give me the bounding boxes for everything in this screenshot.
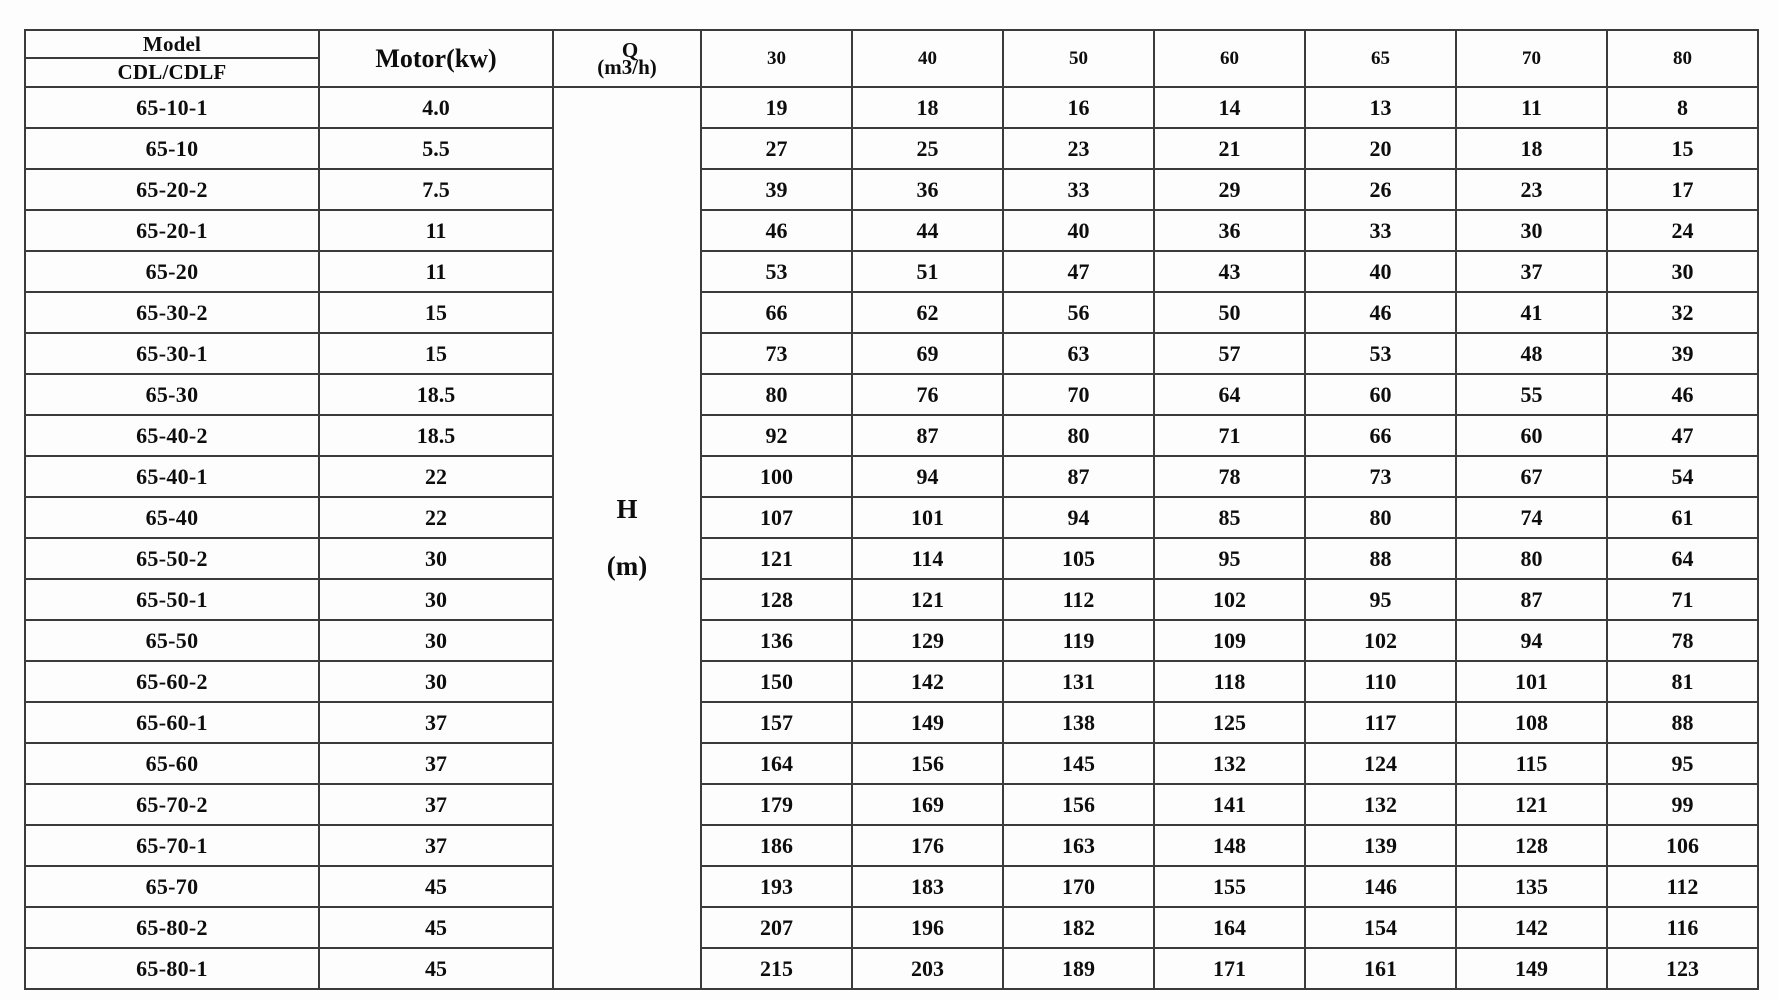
table-row [25,579,1758,620]
head-value-cell: 193 [701,866,852,907]
motor-kw-cell: 22 [319,456,553,497]
head-value-cell: 88 [1305,538,1456,579]
model-cell: 65-10 [25,128,319,169]
model-cell: 65-50 [25,620,319,661]
head-value-cell: 99 [1607,784,1758,825]
head-value-cell: 78 [1607,620,1758,661]
head-value-cell: 101 [1456,661,1607,702]
table-row [25,169,1758,210]
head-value-cell: 150 [701,661,852,702]
head-value-cell: 88 [1607,702,1758,743]
head-value-cell: 100 [701,456,852,497]
head-value-cell: 48 [1456,333,1607,374]
model-cell: 65-20 [25,251,319,292]
flow-symbol: Q [621,37,639,62]
motor-kw-cell: 37 [319,743,553,784]
motor-kw-cell: 15 [319,333,553,374]
table-row [25,128,1758,169]
motor-kw-cell: 11 [319,210,553,251]
head-symbol: H [616,494,638,524]
head-value-cell: 163 [1003,825,1154,866]
head-value-cell: 43 [1154,251,1305,292]
table-row [25,210,1758,251]
table-row [25,538,1758,579]
head-value-cell: 40 [1003,210,1154,251]
head-value-cell: 102 [1154,579,1305,620]
model-cell: 65-50-2 [25,538,319,579]
head-value-cell: 33 [1003,169,1154,210]
head-value-cell: 60 [1305,374,1456,415]
pump-spec-table [24,29,1759,990]
head-value-cell: 156 [1003,784,1154,825]
head-value-cell: 121 [701,538,852,579]
head-value-cell: 13 [1305,87,1456,128]
head-value-cell: 196 [852,907,1003,948]
head-value-cell: 51 [852,251,1003,292]
head-value-cell: 80 [1305,497,1456,538]
head-value-cell: 80 [1003,415,1154,456]
head-value-cell: 47 [1607,415,1758,456]
head-value-cell: 132 [1154,743,1305,784]
motor-header-label: Motor(kw) [319,30,553,87]
head-value-cell: 114 [852,538,1003,579]
head-value-cell: 60 [1456,415,1607,456]
head-value-cell: 32 [1607,292,1758,333]
head-value-cell: 109 [1154,620,1305,661]
head-value-cell: 40 [1305,251,1456,292]
table-row [25,292,1758,333]
head-value-cell: 95 [1607,743,1758,784]
head-value-cell: 74 [1456,497,1607,538]
head-value-cell: 24 [1607,210,1758,251]
model-cell: 65-70-1 [25,825,319,866]
head-value-cell: 69 [852,333,1003,374]
head-value-cell: 125 [1154,702,1305,743]
head-value-cell: 154 [1305,907,1456,948]
head-value-cell: 145 [1003,743,1154,784]
head-value-cell: 20 [1305,128,1456,169]
head-value-cell: 81 [1607,661,1758,702]
table-row [25,907,1758,948]
head-value-cell: 47 [1003,251,1154,292]
head-value-cell: 23 [1003,128,1154,169]
head-value-cell: 11 [1456,87,1607,128]
head-value-cell: 71 [1607,579,1758,620]
head-value-cell: 131 [1003,661,1154,702]
motor-kw-cell: 45 [319,948,553,989]
model-cell: 65-60 [25,743,319,784]
model-cell: 65-70 [25,866,319,907]
head-value-cell: 66 [1305,415,1456,456]
table-row [25,415,1758,456]
head-value-cell: 80 [701,374,852,415]
head-value-cell: 92 [701,415,852,456]
motor-kw-cell: 18.5 [319,374,553,415]
table-header [25,30,1758,87]
model-cell: 65-10-1 [25,87,319,128]
head-value-cell: 215 [701,948,852,989]
table-body [25,87,1758,989]
head-value-cell: 107 [701,497,852,538]
head-value-cell: 53 [1305,333,1456,374]
head-value-cell: 156 [852,743,1003,784]
head-value-cell: 64 [1154,374,1305,415]
head-value-cell: 18 [852,87,1003,128]
head-value-cell: 189 [1003,948,1154,989]
model-cell: 65-60-1 [25,702,319,743]
head-value-cell: 161 [1305,948,1456,989]
head-value-cell: 157 [701,702,852,743]
head-value-cell: 124 [1305,743,1456,784]
head-value-cell: 94 [1456,620,1607,661]
head-value-cell: 121 [1456,784,1607,825]
head-value-cell: 57 [1154,333,1305,374]
head-value-cell: 94 [852,456,1003,497]
head-value-cell: 17 [1607,169,1758,210]
head-value-cell: 171 [1154,948,1305,989]
model-cell: 65-40-1 [25,456,319,497]
head-value-cell: 142 [852,661,1003,702]
head-value-cell: 66 [701,292,852,333]
table-row [25,374,1758,415]
model-cell: 65-80-1 [25,948,319,989]
model-cell: 65-30 [25,374,319,415]
motor-kw-cell: 22 [319,497,553,538]
head-value-cell: 18 [1456,128,1607,169]
flow-column-header: 65 [1305,30,1456,87]
flow-unit: (m3/h) [597,54,657,79]
motor-kw-cell: 37 [319,825,553,866]
head-value-cell: 121 [852,579,1003,620]
flow-column-header: 60 [1154,30,1305,87]
model-cell: 65-50-1 [25,579,319,620]
head-value-cell: 46 [701,210,852,251]
head-value-cell: 148 [1154,825,1305,866]
head-value-cell: 95 [1154,538,1305,579]
model-cell: 65-40 [25,497,319,538]
head-value-cell: 56 [1003,292,1154,333]
head-value-cell: 108 [1456,702,1607,743]
table-row [25,661,1758,702]
motor-kw-cell: 30 [319,661,553,702]
head-value-cell: 15 [1607,128,1758,169]
table-row [25,251,1758,292]
head-value-cell: 70 [1003,374,1154,415]
head-value-cell: 118 [1154,661,1305,702]
table-row [25,743,1758,784]
head-value-cell: 41 [1456,292,1607,333]
head-value-cell: 71 [1154,415,1305,456]
model-series-label: CDL/CDLF [25,58,319,87]
motor-kw-cell: 7.5 [319,169,553,210]
head-value-cell: 129 [852,620,1003,661]
head-value-cell: 33 [1305,210,1456,251]
head-value-cell: 112 [1607,866,1758,907]
head-value-cell: 117 [1305,702,1456,743]
model-cell: 65-30-1 [25,333,319,374]
motor-kw-cell: 37 [319,702,553,743]
head-value-cell: 36 [1154,210,1305,251]
head-value-cell: 87 [1456,579,1607,620]
model-cell: 65-30-2 [25,292,319,333]
flow-column-header: 40 [852,30,1003,87]
head-value-cell: 78 [1154,456,1305,497]
motor-kw-cell: 5.5 [319,128,553,169]
head-value-cell: 25 [852,128,1003,169]
model-cell: 65-70-2 [25,784,319,825]
head-value-cell: 85 [1154,497,1305,538]
table-row [25,702,1758,743]
head-value-cell: 14 [1154,87,1305,128]
head-value-cell: 203 [852,948,1003,989]
table-row [25,825,1758,866]
head-value-cell: 23 [1456,169,1607,210]
head-value-cell: 112 [1003,579,1154,620]
table-row [25,456,1758,497]
motor-kw-cell: 30 [319,579,553,620]
head-value-cell: 16 [1003,87,1154,128]
motor-kw-cell: 15 [319,292,553,333]
head-value-cell: 37 [1456,251,1607,292]
head-value-cell: 61 [1607,497,1758,538]
head-value-cell: 119 [1003,620,1154,661]
flow-header-label [553,30,701,87]
motor-kw-cell: 37 [319,784,553,825]
head-value-cell: 73 [701,333,852,374]
head-value-cell: 29 [1154,169,1305,210]
head-value-cell: 50 [1154,292,1305,333]
motor-kw-cell: 18.5 [319,415,553,456]
head-value-cell: 105 [1003,538,1154,579]
head-value-cell: 53 [701,251,852,292]
head-value-cell: 55 [1456,374,1607,415]
head-value-cell: 54 [1607,456,1758,497]
motor-kw-cell: 45 [319,866,553,907]
head-value-cell: 95 [1305,579,1456,620]
head-value-cell: 67 [1456,456,1607,497]
motor-kw-cell: 45 [319,907,553,948]
head-value-cell: 176 [852,825,1003,866]
motor-kw-cell: 4.0 [319,87,553,128]
head-value-cell: 164 [1154,907,1305,948]
head-value-cell: 76 [852,374,1003,415]
head-value-cell: 64 [1607,538,1758,579]
table-row [25,87,1758,128]
head-value-cell: 116 [1607,907,1758,948]
head-value-cell: 182 [1003,907,1154,948]
flow-column-header: 80 [1607,30,1758,87]
head-value-cell: 179 [701,784,852,825]
head-value-cell: 142 [1456,907,1607,948]
flow-column-header: 70 [1456,30,1607,87]
head-unit: (m) [606,551,648,581]
model-cell: 65-20-2 [25,169,319,210]
head-value-cell: 146 [1305,866,1456,907]
head-value-cell: 149 [852,702,1003,743]
head-value-cell: 183 [852,866,1003,907]
head-value-cell: 136 [701,620,852,661]
header-row-top [25,30,1758,58]
model-cell: 65-60-2 [25,661,319,702]
head-value-cell: 62 [852,292,1003,333]
head-value-cell: 21 [1154,128,1305,169]
head-value-cell: 30 [1607,251,1758,292]
head-value-cell: 102 [1305,620,1456,661]
head-value-cell: 8 [1607,87,1758,128]
head-value-cell: 169 [852,784,1003,825]
model-cell: 65-20-1 [25,210,319,251]
model-cell: 65-40-2 [25,415,319,456]
head-value-cell: 27 [701,128,852,169]
head-value-cell: 155 [1154,866,1305,907]
table-row [25,497,1758,538]
head-value-cell: 115 [1456,743,1607,784]
head-value-cell: 141 [1154,784,1305,825]
flow-column-header: 30 [701,30,852,87]
head-value-cell: 139 [1305,825,1456,866]
table-row [25,333,1758,374]
head-value-cell: 170 [1003,866,1154,907]
head-value-cell: 73 [1305,456,1456,497]
head-value-cell: 135 [1456,866,1607,907]
head-value-cell: 46 [1607,374,1758,415]
head-value-cell: 186 [701,825,852,866]
head-value-cell: 26 [1305,169,1456,210]
head-value-cell: 36 [852,169,1003,210]
head-value-cell: 106 [1607,825,1758,866]
head-value-cell: 132 [1305,784,1456,825]
head-value-cell: 19 [701,87,852,128]
head-value-cell: 46 [1305,292,1456,333]
table-row [25,784,1758,825]
head-value-cell: 110 [1305,661,1456,702]
head-value-cell: 149 [1456,948,1607,989]
motor-kw-cell: 11 [319,251,553,292]
head-value-cell: 80 [1456,538,1607,579]
head-value-cell: 39 [701,169,852,210]
model-header-label: Model [25,30,319,58]
head-value-cell: 30 [1456,210,1607,251]
head-value-cell: 138 [1003,702,1154,743]
table-row [25,620,1758,661]
motor-kw-cell: 30 [319,620,553,661]
motor-kw-cell: 30 [319,538,553,579]
head-value-cell: 44 [852,210,1003,251]
head-value-cell: 87 [1003,456,1154,497]
head-value-cell: 123 [1607,948,1758,989]
head-value-cell: 63 [1003,333,1154,374]
head-value-cell: 207 [701,907,852,948]
head-unit-cell [553,87,701,989]
head-value-cell: 128 [1456,825,1607,866]
flow-column-header: 50 [1003,30,1154,87]
head-value-cell: 94 [1003,497,1154,538]
model-cell: 65-80-2 [25,907,319,948]
table-row [25,866,1758,907]
head-value-cell: 128 [701,579,852,620]
head-value-cell: 164 [701,743,852,784]
head-value-cell: 87 [852,415,1003,456]
head-value-cell: 39 [1607,333,1758,374]
table-row [25,948,1758,989]
head-value-cell: 101 [852,497,1003,538]
